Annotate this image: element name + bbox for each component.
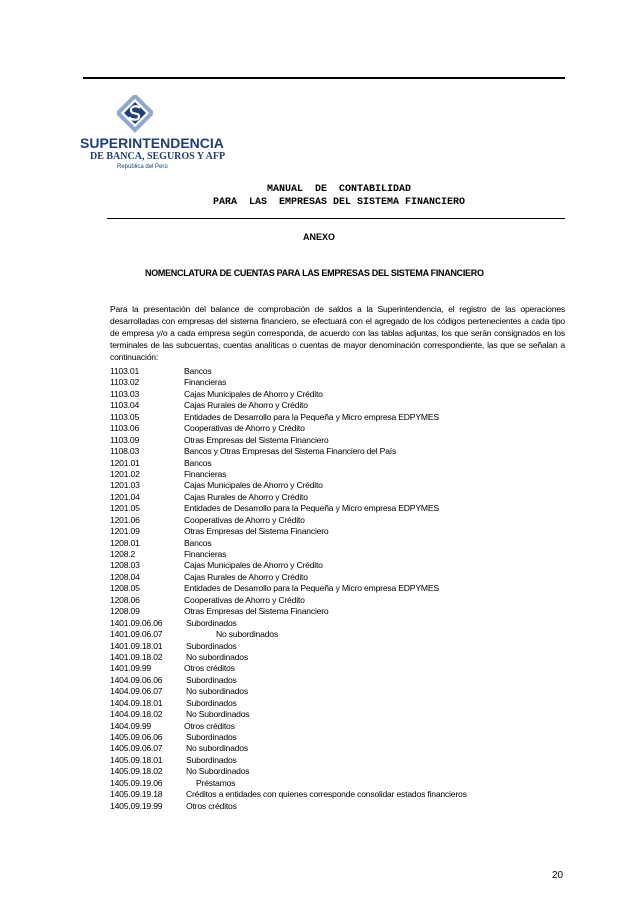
account-description: Subordinados [186, 640, 237, 651]
account-description: Otros créditos [186, 800, 237, 811]
account-code: 1208.09 [110, 606, 140, 617]
account-code: 1103.03 [110, 388, 140, 399]
account-code: 1404.09.18.02 [110, 709, 163, 720]
logo-country-text: República del Perú [117, 164, 168, 170]
account-code: 1401.09.99 [110, 663, 152, 674]
account-description: No subordinados [186, 743, 248, 754]
account-code: 1103.04 [110, 400, 140, 411]
account-description: Otras Empresas del Sistema Financiero [184, 526, 329, 537]
account-code: 1103.02 [110, 377, 140, 388]
account-code: 1405.09.19.99 [110, 800, 163, 811]
account-description: No subordinados [216, 629, 278, 640]
account-code: 1208.05 [110, 583, 140, 594]
header-divider [107, 218, 565, 219]
account-description: No Subordinados [186, 709, 250, 720]
account-code: 1401.09.18.02 [110, 651, 163, 662]
account-description: Cajas Municipales de Ahorro y Crédito [184, 560, 323, 571]
document-title: ANEXO [302, 232, 335, 242]
account-description: No Subordinados [186, 766, 250, 777]
account-code: 1401.09.18.01 [110, 640, 163, 651]
account-description: Entidades de Desarrollo para la Pequeña y Micro empresa EDPYMES [184, 411, 439, 422]
account-description: Cooperativas de Ahorro y Crédito [184, 594, 305, 605]
account-description: Subordinados [186, 697, 237, 708]
account-description: Entidades de Desarrollo para la Pequeña y Micro empresa EDPYMES [184, 583, 439, 594]
account-code: 1201.06 [110, 514, 140, 525]
account-description: Otros créditos [184, 663, 235, 674]
account-code: 1208.06 [110, 594, 140, 605]
account-description: Subordinados [186, 674, 237, 685]
top-rule [83, 77, 565, 79]
account-code: 1103.01 [110, 366, 140, 376]
account-code: 1208.04 [110, 571, 140, 582]
account-description: Otras Empresas del Sistema Financiero [184, 434, 329, 445]
account-description: Cajas Municipales de Ahorro y Crédito [184, 388, 323, 399]
account-code: 1404.09.06.07 [110, 686, 163, 697]
account-description: Cajas Rurales de Ahorro y Crédito [184, 400, 308, 411]
account-description: Bancos [184, 457, 212, 468]
manual-header-line1: MANUAL DE CONTABILIDAD [266, 184, 412, 195]
account-code: 1405.09.06.07 [110, 743, 163, 754]
account-description: Subordinados [186, 617, 237, 628]
account-code: 1201.01 [110, 457, 140, 468]
account-code: 1201.03 [110, 480, 140, 491]
account-description: Subordinados [186, 754, 237, 765]
logo-subtitle-text: DE BANCA, SEGUROS Y AFP [90, 151, 226, 162]
logo-brand-text: SUPERINTENDENCIA [80, 135, 224, 151]
manual-header-line2: PARA LAS EMPRESAS DEL SISTEMA FINANCIERO [212, 197, 466, 208]
sbs-emblem-icon [117, 95, 153, 135]
account-description: Otros créditos [184, 720, 235, 731]
account-description: Subordinados [186, 732, 237, 742]
account-description: Otras Empresas del Sistema Financiero [184, 606, 329, 617]
account-code: 1405.09.06.06 [110, 732, 163, 742]
account-description: Entidades de Desarrollo para la Pequeña y Micro empresa EDPYMES [184, 503, 439, 514]
account-code: 1405.09.19.18 [110, 789, 163, 800]
account-description: Bancos [184, 537, 212, 548]
account-description: Financieras [184, 549, 227, 559]
account-code: 1201.05 [110, 503, 140, 514]
account-description: Bancos y Otras Empresas del Sistema Financiero del País [184, 446, 397, 457]
account-code: 1404.09.99 [110, 720, 152, 731]
account-description: Cooperativas de Ahorro y Crédito [184, 514, 305, 525]
account-code: 1208.03 [110, 560, 140, 571]
account-code: 1103.05 [110, 411, 140, 422]
account-description: Bancos [184, 366, 212, 376]
account-code: 1404.09.18.01 [110, 697, 163, 708]
document-subtitle: NOMENCLATURA DE CUENTAS PARA LAS EMPRESAS DEL SISTEMA FINANCIERO [145, 268, 484, 278]
account-code: 1201.09 [110, 526, 140, 537]
sbs-logo [80, 95, 230, 175]
account-code: 1401.09.06.07 [110, 629, 163, 640]
account-code: 1208.2 [110, 549, 136, 559]
account-code: 1201.04 [110, 491, 140, 502]
account-code: 1405.09.18.02 [110, 766, 163, 777]
account-code: 1405.09.18.01 [110, 754, 163, 765]
page-number: 20 [552, 870, 564, 881]
account-description: Créditos a entidades con quienes corresponde consolidar estados financieros [186, 789, 467, 800]
account-description: No subordinados [186, 686, 248, 697]
account-description: Cajas Municipales de Ahorro y Crédito [184, 480, 323, 491]
account-description: Cajas Rurales de Ahorro y Crédito [184, 571, 308, 582]
account-code: 1108.03 [110, 446, 140, 457]
account-code: 1401.09.06.06 [110, 617, 163, 628]
account-description: Préstamos [196, 777, 236, 788]
account-description: Financieras [184, 468, 227, 479]
account-code: 1404.09.06.06 [110, 674, 163, 685]
manual-header [0, 183, 638, 209]
account-code: 1201.02 [110, 468, 140, 479]
account-code: 1208.01 [110, 537, 140, 548]
account-description: No subordinados [186, 651, 248, 662]
account-description: Financieras [184, 377, 227, 388]
intro-paragraph: Para la presentación del balance de comprobación de saldos a la Superintendencia, el registro de las operaciones desarrolladas con empresas del sistema financiero, se efectuará con el agregado de los códigos pertenecientes a cada tipo de empresa y/o a cada empresa según corresponda, de acuerdo con las tablas adjuntas, los que serán consignados en los terminales de las subcuentas, cuentas analíticas o cuentas de mayor denominación correspondiente, las que se señalan a continuación: [110, 304, 565, 362]
account-code: 1103.09 [110, 434, 140, 445]
account-description: Cajas Rurales de Ahorro y Crédito [184, 491, 308, 502]
account-code: 1405.09.19.06 [110, 777, 163, 788]
account-code: 1103.06 [110, 423, 140, 434]
account-description: Cooperativas de Ahorro y Crédito [184, 423, 305, 434]
